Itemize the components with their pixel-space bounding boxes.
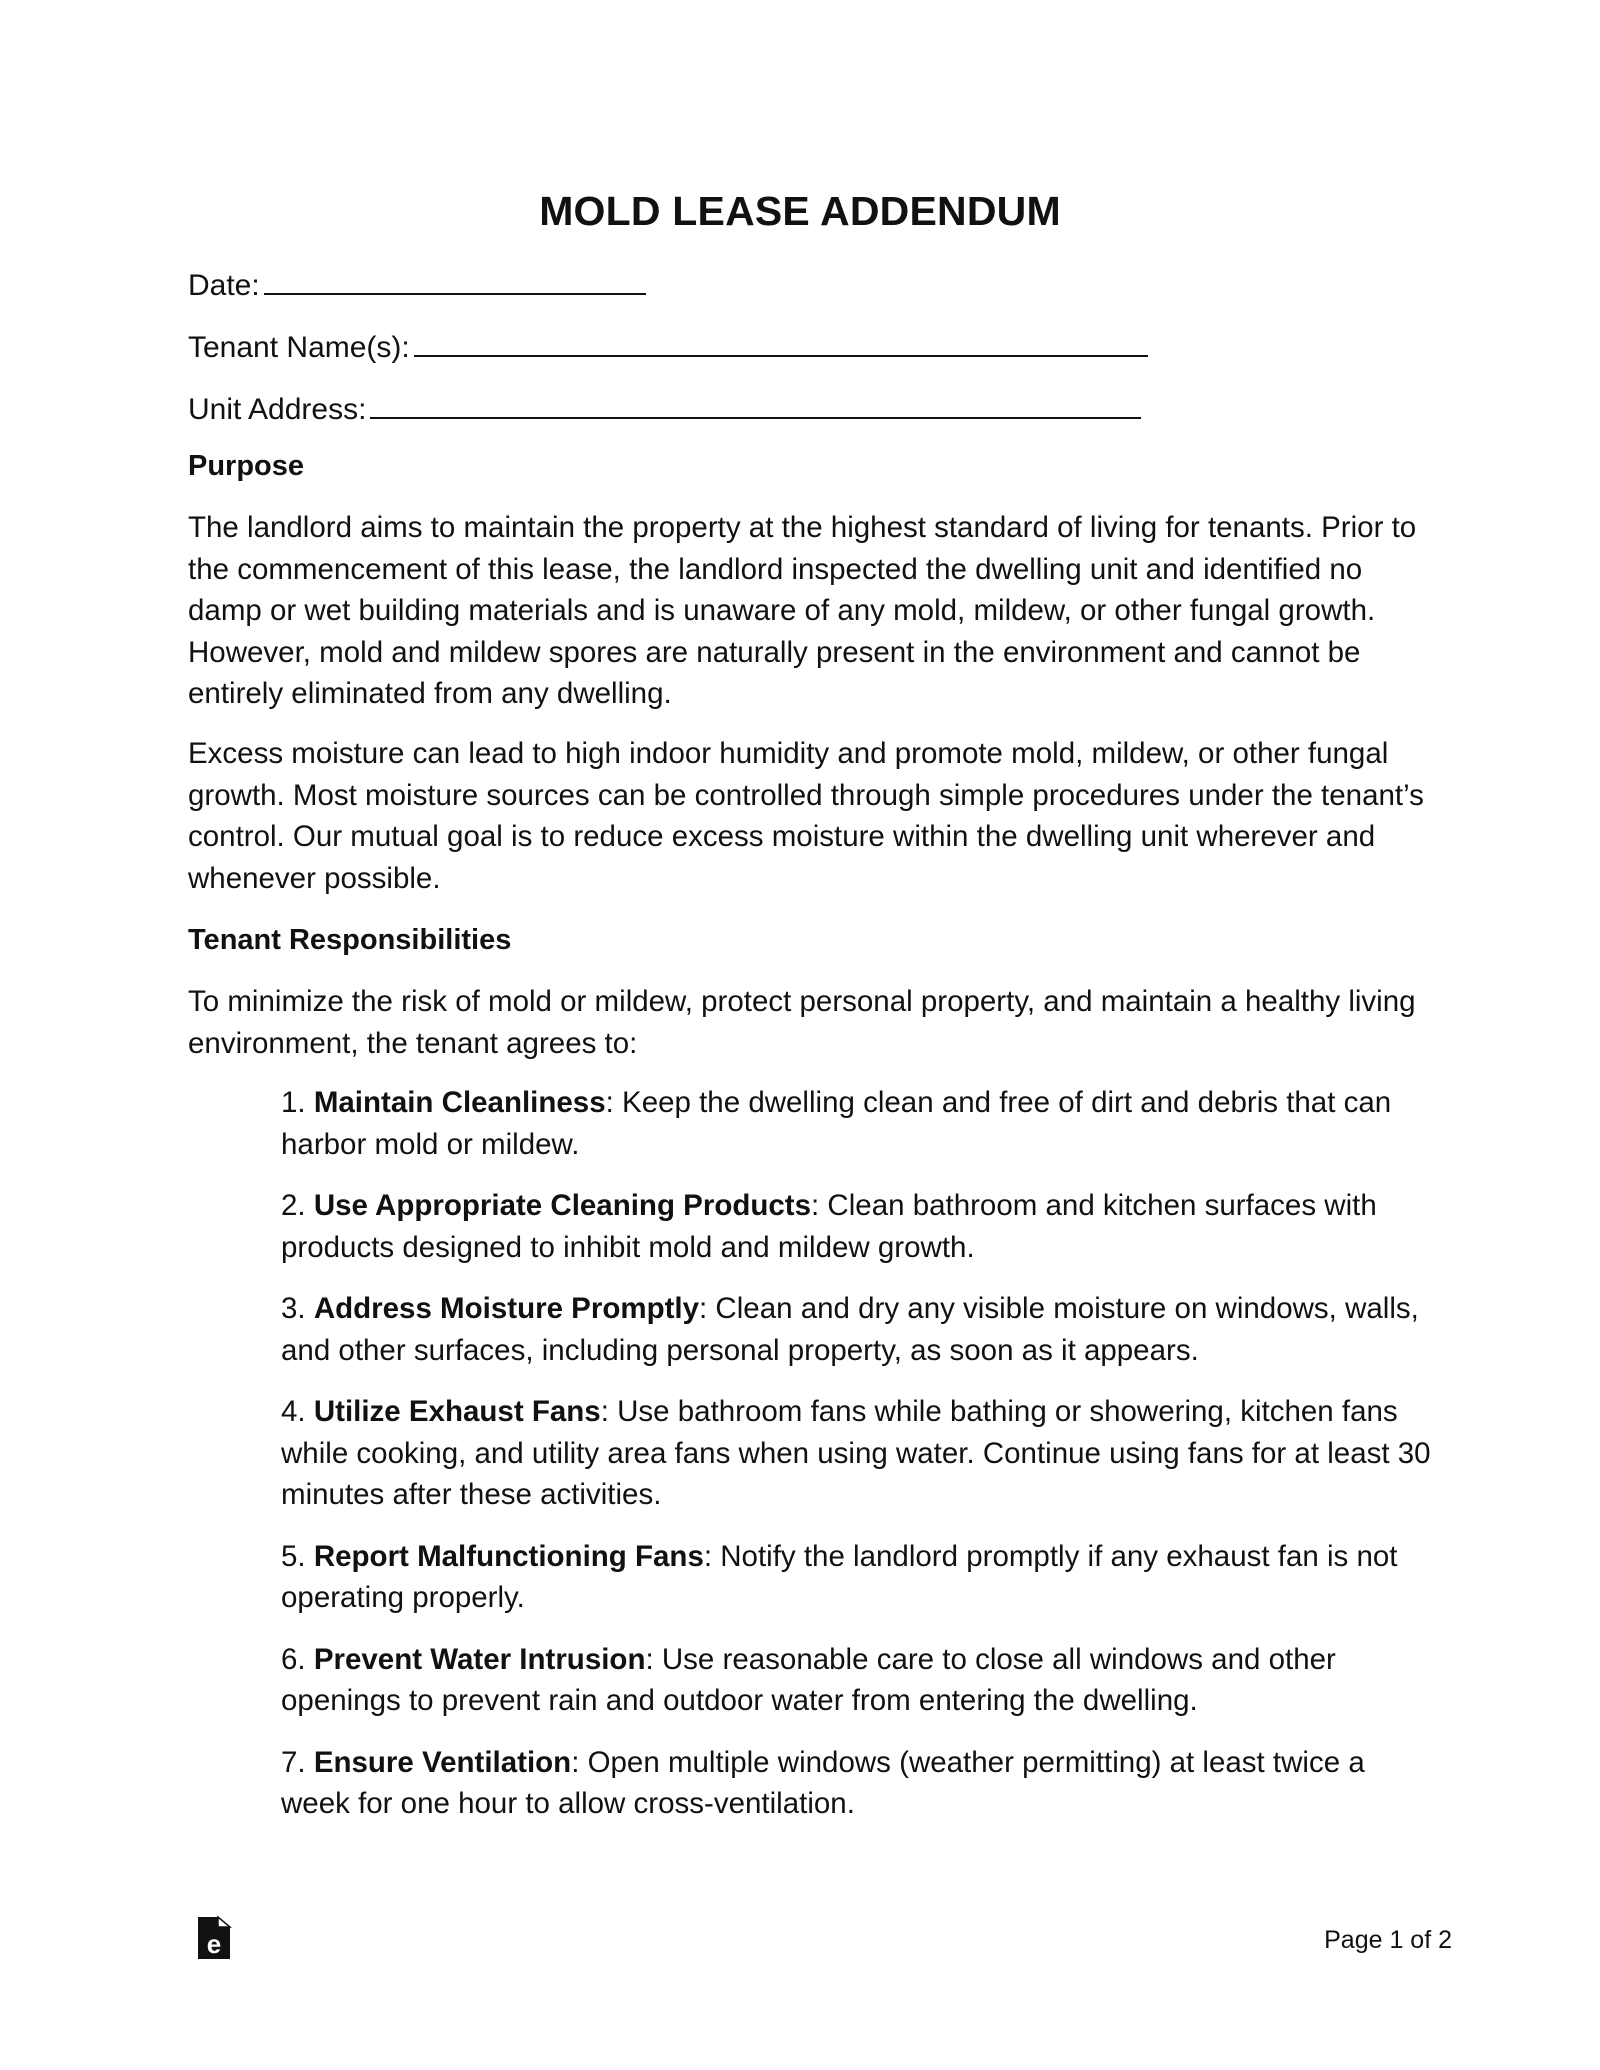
eforms-logo-icon: [196, 1913, 232, 1961]
tenant-name-blank-line[interactable]: [414, 327, 1148, 357]
list-item-number: 2.: [281, 1189, 306, 1222]
list-item-text: : Clean bathroom and kitchen surfaces with products designed to inhibit mold and mildew growth.: [281, 1189, 1377, 1264]
list-item-text: : Open multiple windows (weather permitting) at least twice a week for one hour to allow cross-ventilation.: [281, 1745, 1365, 1820]
list-item-number: 4.: [281, 1395, 306, 1428]
eforms-logo-icon-graphic: [196, 1913, 232, 1961]
tenant-name-label: Tenant Name(s):: [188, 331, 410, 364]
list-item-title: Maintain Cleanliness: [313, 1086, 606, 1119]
tenant-name-field: [188, 327, 1148, 365]
date-blank-line[interactable]: [264, 265, 646, 295]
list-item-number: 7.: [281, 1745, 306, 1779]
tenant-responsibilities-intro: To minimize the risk of mold or mildew, protect personal property, and maintain a healthy living environment, the tenant agrees to:: [188, 985, 1416, 1060]
list-item-text: : Use reasonable care to close all windows and other openings to prevent rain and outdoor water from entering the dwelling.: [281, 1642, 1336, 1717]
document-title: MOLD LEASE ADDENDUM: [539, 188, 1061, 234]
unit-address-field: [188, 389, 1141, 427]
list-item-title: Ensure Ventilation: [313, 1745, 572, 1779]
unit-address-label: Unit Address:: [188, 393, 367, 426]
list-item-number: 1.: [281, 1086, 306, 1119]
list-item-title: Address Moisture Promptly: [313, 1292, 700, 1325]
date-label: Date:: [188, 269, 260, 302]
list-item: [281, 1639, 1431, 1722]
list-item-title: Utilize Exhaust Fans: [313, 1395, 601, 1428]
list-item-number: 6.: [281, 1642, 306, 1676]
list-item: [281, 1185, 1431, 1268]
list-item: [281, 1742, 1431, 1825]
list-item-text: : Use bathroom fans while bathing or showering, kitchen fans while cooking, and utility area fans when using water. Continue using fans for at least 30 minutes after these activities.: [281, 1395, 1431, 1511]
responsibilities-list: [281, 1082, 1431, 1845]
list-item: [281, 1536, 1431, 1619]
purpose-paragraph-1: The landlord aims to maintain the property at the highest standard of living for tenants. Prior to the commencement of this lease, the landlord inspected the dwelling unit and identified no damp or wet building materials and is unaware of any mold, mildew, or other fungal growth. However, mold and mildew spores are naturally present in the environment and cannot be entirely eliminated from any dwelling.: [188, 511, 1417, 710]
list-item-text: : Clean and dry any visible moisture on windows, walls, and other surfaces, including personal property, as soon as it appears.: [281, 1292, 1419, 1367]
purpose-paragraph-2: Excess moisture can lead to high indoor humidity and promote mold, mildew, or other fungal growth. Most moisture sources can be controlled through simple procedures under the tenant’s control. Our mutual goal is to reduce excess moisture within the dwelling unit wherever and whenever possible.: [188, 737, 1424, 895]
unit-address-blank-line[interactable]: [370, 389, 1141, 419]
list-item-title: Report Malfunctioning Fans: [313, 1539, 704, 1573]
date-field: [188, 265, 646, 303]
list-item: [281, 1391, 1431, 1516]
list-item-title: Use Appropriate Cleaning Products: [313, 1189, 812, 1222]
list-item: [281, 1288, 1431, 1371]
purpose-heading: Purpose: [188, 450, 305, 482]
list-item: [281, 1082, 1431, 1165]
tenant-responsibilities-heading: Tenant Responsibilities: [188, 924, 512, 956]
svg-text:e: e: [206, 1929, 222, 1959]
list-item-title: Prevent Water Intrusion: [313, 1642, 646, 1676]
list-item-text: : Notify the landlord promptly if any exhaust fan is not operating properly.: [281, 1539, 1398, 1614]
list-item-number: 5.: [281, 1539, 306, 1573]
list-item-text: : Keep the dwelling clean and free of dirt and debris that can harbor mold or mildew.: [281, 1086, 1392, 1161]
list-item-number: 3.: [281, 1292, 306, 1325]
page-number: Page 1 of 2: [1324, 1926, 1452, 1954]
